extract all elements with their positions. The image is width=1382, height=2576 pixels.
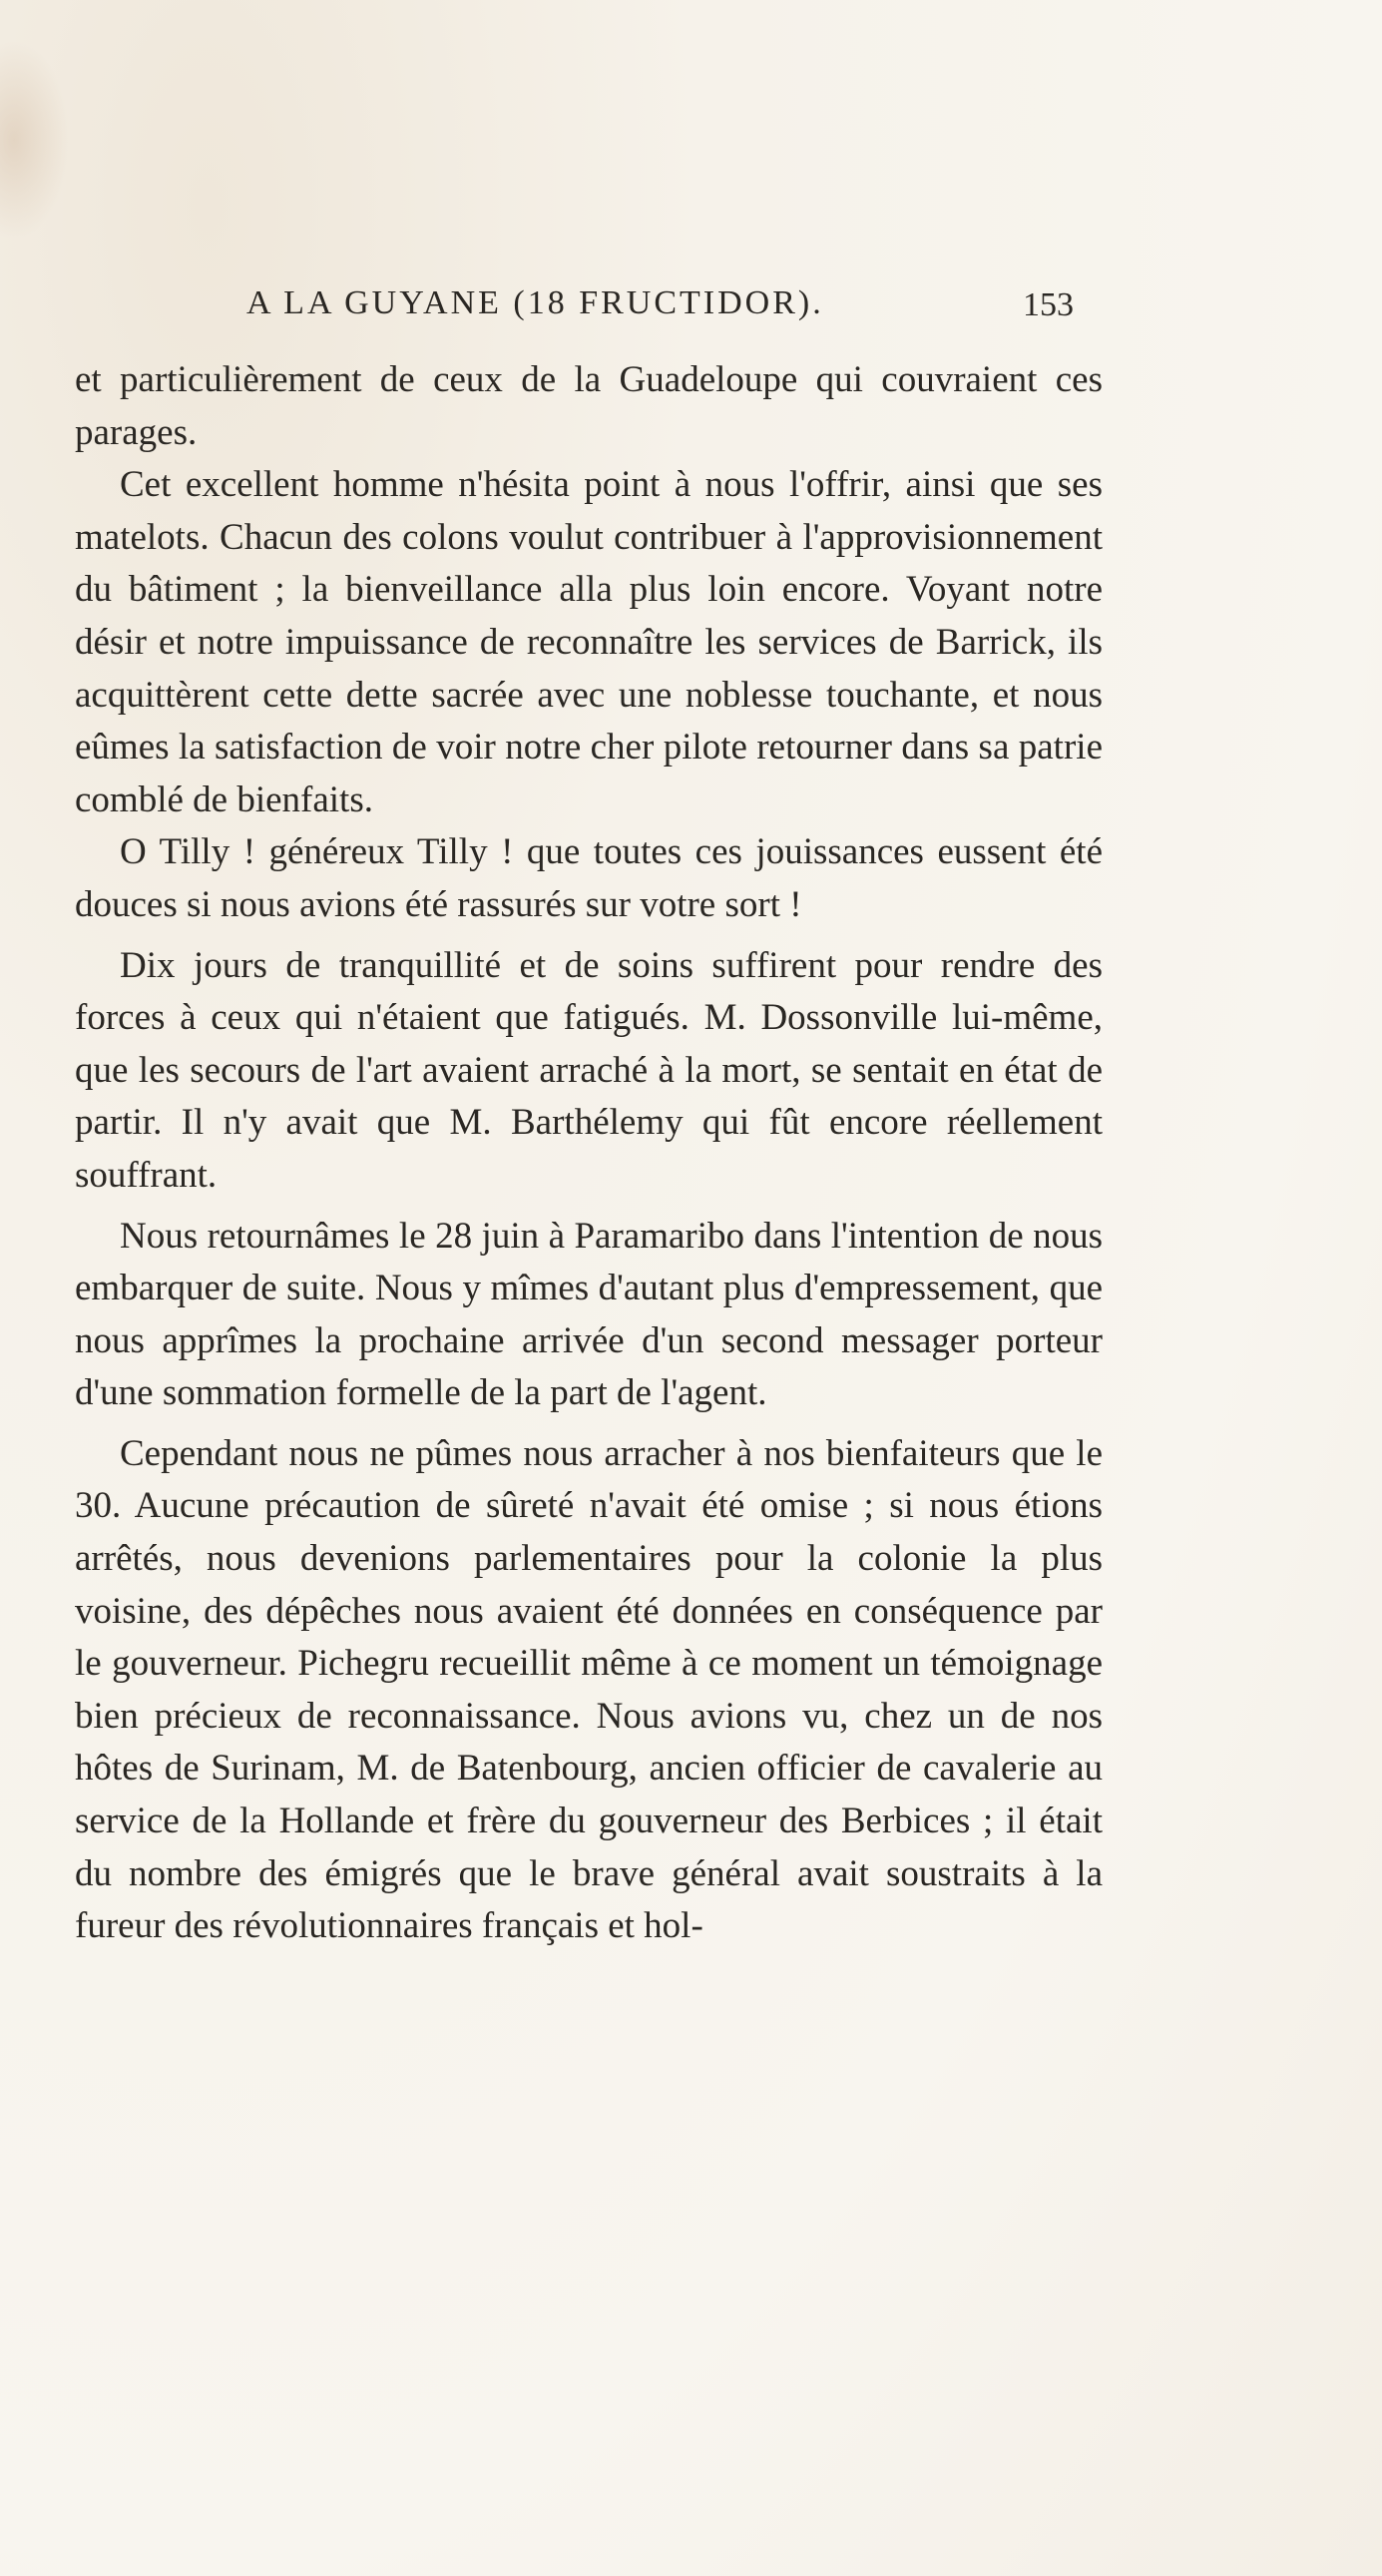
paper-stain [0,40,70,240]
paragraph-1: et particulièrement de ceux de la Guadeloupe qui couvraient ces parages. [75,359,1103,453]
paragraph-6: Cependant nous ne pûmes nous arracher à nos bienfaiteurs que le 30. Aucune précaution de sûreté n'avait été omise ; si nous étions arrêtés, nous devenions parlementaires pour la colonie la plus voisine, des dépêches nous avaient été données en conséquence par le gouverneur. Pichegru recueillit même à ce moment un témoignage bien précieux de reconnaissance. Nous avions vu, chez un de nos hôtes de Surinam, M. de Batenbourg, ancien officier de cavalerie au service de la Hollande et frère du gouverneur des Berbices ; il était du nombre des émigrés que le brave général avait soustraits à la fureur des révolutionnaires français et hol- [75,1432,1103,1947]
paragraph-3: O Tilly ! généreux Tilly ! que toutes ces jouissances eussent été douces si nous avions été rassurés sur votre sort ! [75,831,1103,925]
running-head [75,284,1103,334]
body-text [75,354,1103,1953]
paragraph-5: Nous retournâmes le 28 juin à Paramaribo dans l'intention de nous embarquer de suite. Nous y mîmes d'autant plus d'empressement, que nous apprîmes la prochaine arrivée d'un second messager porteur d'une sommation formelle de la part de l'agent. [75,1215,1103,1414]
page-number: 153 [1023,286,1074,323]
paragraph-2: Cet excellent homme n'hésita point à nous l'offrir, ainsi que ses matelots. Chacun des colons voulut contribuer à l'approvisionnement du bâtiment ; la bienveillance alla plus loin encore. Voyant notre désir et notre impuissance de reconnaître les services de Barrick, ils acquittèrent cette dette sacrée avec une noblesse touchante, et nous eûmes la satisfaction de voir notre cher pilote retourner dans sa patrie comblé de bienfaits. [75,464,1103,820]
running-title: A LA GUYANE (18 FRUCTIDOR). [246,284,824,321]
paragraph-4: Dix jours de tranquillité et de soins suffirent pour rendre des forces à ceux qui n'étaient que fatigués. M. Dossonville lui-même, que les secours de l'art avaient arraché à la mort, se sentait en état de partir. Il n'y avait que M. Barthélemy qui fût encore réellement souffrant. [75,944,1103,1196]
